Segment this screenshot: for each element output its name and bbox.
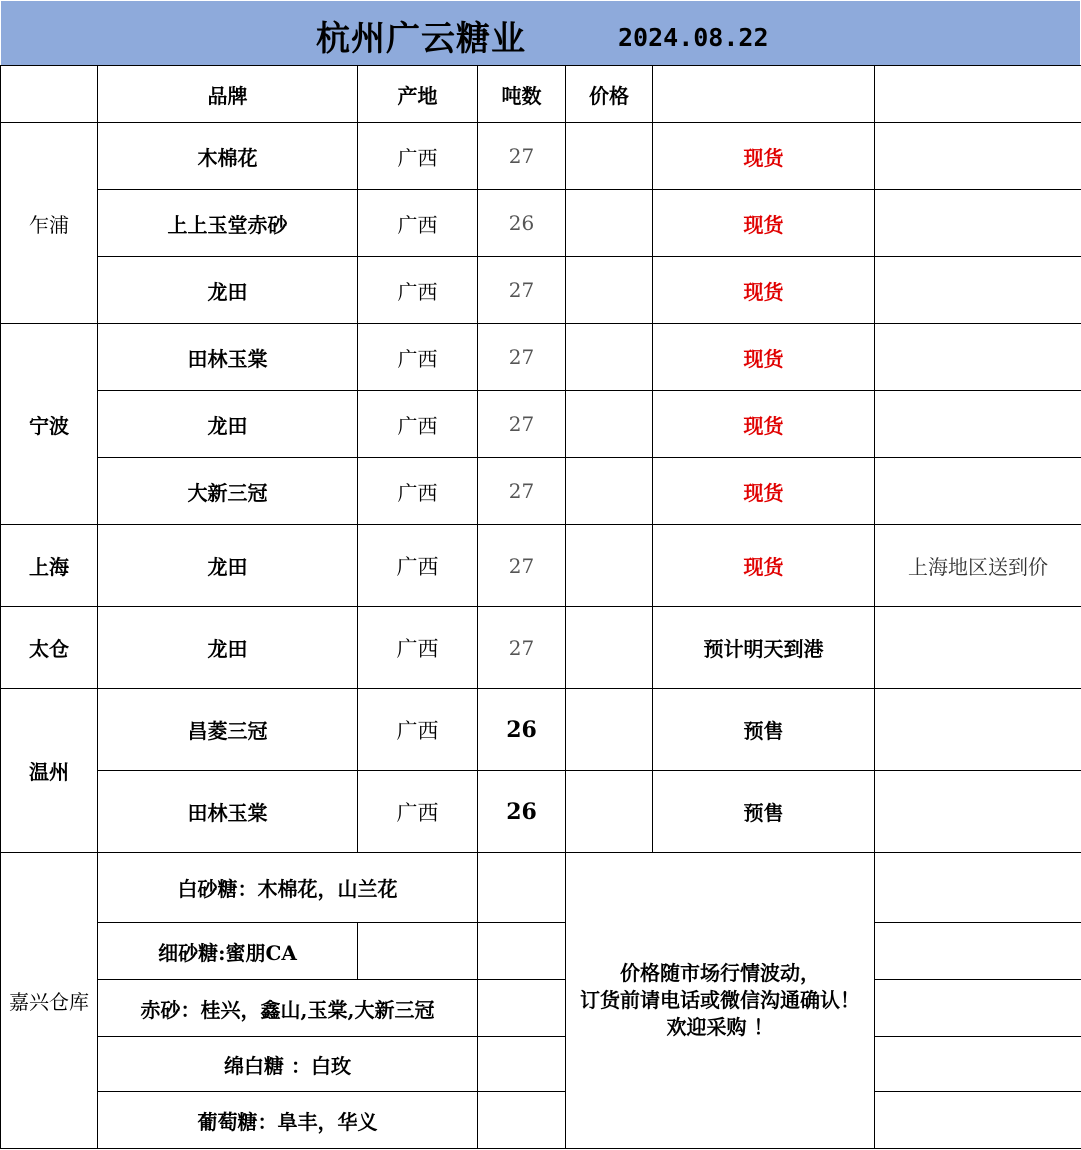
tons-cell: 27	[478, 257, 566, 324]
table-row	[1, 853, 1081, 923]
price-cell	[566, 689, 653, 771]
header-brand: 品牌	[98, 66, 358, 123]
table-row	[1, 324, 1081, 391]
location-taicang: 太仓	[1, 607, 98, 689]
note-cell	[875, 257, 1081, 324]
note-cell	[875, 1037, 1081, 1092]
sugar-item: 赤砂：桂兴，鑫山,玉棠,大新三冠	[98, 980, 478, 1037]
price-cell	[566, 324, 653, 391]
tons-cell: 27	[478, 525, 566, 607]
title-bar	[1, 1, 1080, 66]
tons-cell: 27	[478, 458, 566, 525]
origin-cell: 广西	[358, 391, 478, 458]
origin-cell: 广西	[358, 123, 478, 190]
table-row	[1, 391, 1081, 458]
status-cell: 现货	[653, 324, 875, 391]
table-row	[1, 607, 1081, 689]
blank-cell	[478, 1092, 566, 1149]
table-row	[1, 525, 1081, 607]
tons-cell: 27	[478, 123, 566, 190]
brand-cell: 田林玉棠	[98, 771, 358, 853]
status-cell: 现货	[653, 525, 875, 607]
origin-cell: 广西	[358, 689, 478, 771]
notice-line: 价格随市场行情波动，	[620, 961, 820, 985]
sugar-item: 绵白糖 ：白玫	[98, 1037, 478, 1092]
brand-cell: 龙田	[98, 391, 358, 458]
table-row	[1, 923, 1081, 980]
price-cell	[566, 525, 653, 607]
location-jiaxing: 嘉兴仓库	[1, 853, 98, 1149]
table-row	[1, 123, 1081, 190]
note-cell	[875, 324, 1081, 391]
notice-line: 欢迎采购 ！	[666, 1015, 774, 1039]
note-cell	[875, 1092, 1081, 1149]
blank-cell	[478, 980, 566, 1037]
notice-line: 订货前请电话或微信沟通确认！	[580, 988, 860, 1012]
note-cell	[875, 923, 1081, 980]
tons-cell: 26	[478, 771, 566, 853]
origin-cell: 广西	[358, 525, 478, 607]
status-cell: 现货	[653, 123, 875, 190]
status-cell: 现货	[653, 257, 875, 324]
note-cell	[875, 458, 1081, 525]
location-ningbo: 宁波	[1, 324, 98, 525]
header-tons: 吨数	[478, 66, 566, 123]
sugar-item: 细砂糖:蜜朋CA	[98, 923, 358, 980]
brand-cell: 龙田	[98, 257, 358, 324]
table-row	[1, 689, 1081, 771]
blank-cell	[478, 1037, 566, 1092]
table-row	[1, 980, 1081, 1037]
note-cell	[875, 607, 1081, 689]
header-price: 价格	[566, 66, 653, 123]
brand-cell: 木棉花	[98, 123, 358, 190]
origin-cell: 广西	[358, 458, 478, 525]
note-cell	[875, 123, 1081, 190]
origin-cell: 广西	[358, 771, 478, 853]
price-cell	[566, 771, 653, 853]
header-note-blank	[875, 66, 1081, 123]
price-cell	[566, 190, 653, 257]
status-cell: 现货	[653, 458, 875, 525]
origin-cell: 广西	[358, 324, 478, 391]
note-cell	[875, 980, 1081, 1037]
tons-cell: 27	[478, 324, 566, 391]
table-row	[1, 458, 1081, 525]
blank-cell	[478, 853, 566, 923]
price-table	[0, 65, 1081, 1149]
status-cell: 预售	[653, 689, 875, 771]
location-wenzhou: 温州	[1, 689, 98, 853]
table-row	[1, 1092, 1081, 1149]
header-status-blank	[653, 66, 875, 123]
price-cell	[566, 391, 653, 458]
note-cell: 上海地区送到价	[875, 525, 1081, 607]
status-cell: 预售	[653, 771, 875, 853]
brand-cell: 龙田	[98, 525, 358, 607]
note-cell	[875, 853, 1081, 923]
sugar-item: 葡萄糖：阜丰，华义	[98, 1092, 478, 1149]
brand-cell: 田林玉棠	[98, 324, 358, 391]
origin-cell: 广西	[358, 607, 478, 689]
brand-cell: 昌菱三冠	[98, 689, 358, 771]
header-blank	[1, 66, 98, 123]
status-cell: 预计明天到港	[653, 607, 875, 689]
tons-cell: 26	[478, 689, 566, 771]
location-shanghai: 上海	[1, 525, 98, 607]
brand-cell: 上上玉堂赤砂	[98, 190, 358, 257]
status-cell: 现货	[653, 190, 875, 257]
origin-cell: 广西	[358, 190, 478, 257]
table-row	[1, 1037, 1081, 1092]
company-title: 杭州广云糖业	[316, 19, 526, 59]
origin-cell: 广西	[358, 257, 478, 324]
price-cell	[566, 607, 653, 689]
status-cell: 现货	[653, 391, 875, 458]
location-zhapu: 乍浦	[1, 123, 98, 324]
tons-cell: 27	[478, 607, 566, 689]
tons-cell: 26	[478, 190, 566, 257]
table-row	[1, 190, 1081, 257]
header-origin: 产地	[358, 66, 478, 123]
note-cell	[875, 771, 1081, 853]
brand-cell: 大新三冠	[98, 458, 358, 525]
price-cell	[566, 458, 653, 525]
note-cell	[875, 391, 1081, 458]
note-cell	[875, 190, 1081, 257]
price-cell	[566, 123, 653, 190]
header-row	[1, 66, 1081, 123]
table-row	[1, 257, 1081, 324]
note-cell	[875, 689, 1081, 771]
blank-cell	[478, 923, 566, 980]
report-date: 2024.08.22	[618, 23, 769, 52]
price-notice	[566, 853, 875, 1149]
sugar-item: 白砂糖：木棉花，山兰花	[98, 853, 478, 923]
brand-cell: 龙田	[98, 607, 358, 689]
blank-cell	[358, 923, 478, 980]
table-row	[1, 771, 1081, 853]
tons-cell: 27	[478, 391, 566, 458]
price-cell	[566, 257, 653, 324]
